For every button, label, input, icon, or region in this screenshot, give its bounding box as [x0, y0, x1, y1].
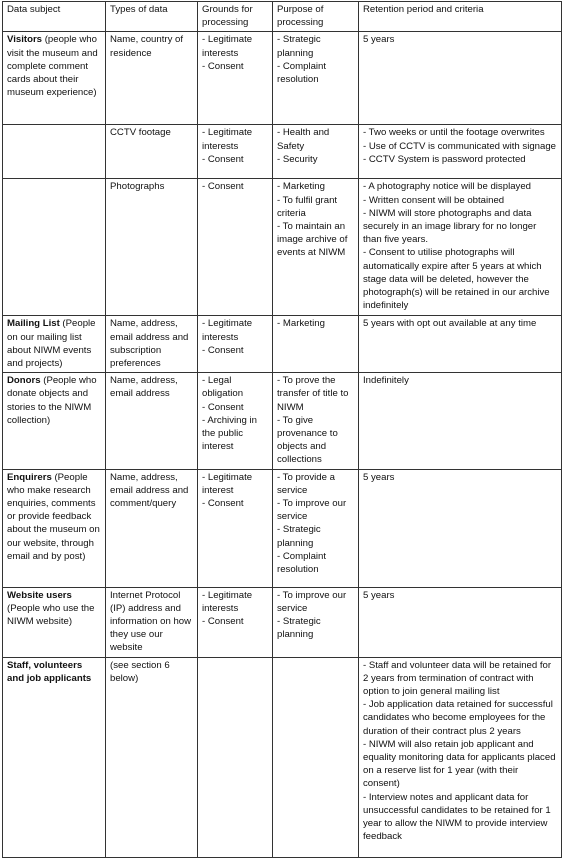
grounds-line: - Legitimate interests: [202, 589, 253, 614]
grounds-line: - Archiving in the public interest: [202, 414, 257, 453]
header-types-of-data: Types of data: [106, 2, 198, 32]
retention-line: - CCTV System is password protected: [363, 153, 526, 165]
subject-title: Visitors: [7, 34, 43, 46]
retention-line: 5 years: [363, 471, 395, 483]
purpose-line: - Security: [277, 153, 318, 165]
retention-line: - Job application data retained for successful candidates who become employees for the duration of their contract plus 2 years: [363, 699, 553, 737]
purpose-line: - Marketing: [277, 181, 325, 193]
table-row: [3, 373, 562, 469]
retention-line: 5 years with opt out available at any time: [363, 318, 537, 330]
cell-data-subject: [3, 373, 106, 469]
cell-data-subject: [3, 587, 106, 657]
subject-title: Mailing List: [7, 318, 60, 330]
cell-purpose: [273, 32, 359, 125]
grounds-line: - Consent: [202, 498, 244, 510]
retention-line: - Use of CCTV is communicated with signage: [363, 140, 557, 152]
purpose-line: - Complaint resolution: [277, 550, 327, 576]
cell-purpose: [273, 657, 359, 857]
retention-line: 5 years: [363, 589, 395, 601]
cell-data-subject: [3, 32, 106, 125]
cell-grounds: [198, 373, 273, 469]
cell-data-subject: [3, 657, 106, 857]
purpose-line: - Marketing: [277, 318, 325, 330]
cell-retention: [359, 125, 562, 179]
purpose-line: - To improve our service: [277, 498, 347, 523]
grounds-line: - Consent: [202, 344, 244, 356]
grounds-line: - Consent: [202, 401, 244, 413]
table-row: [3, 469, 562, 587]
purpose-line: - To improve our service: [277, 589, 347, 614]
subject-description: (people who visit the museum and complete comment cards about their museum experience): [7, 34, 98, 99]
grounds-line: - Consent: [202, 60, 244, 72]
cell-grounds: [198, 179, 273, 316]
subject-description: (People who donate objects and stories to the NIWM collection): [7, 375, 97, 426]
subject-title: Website users: [7, 589, 72, 601]
table-row: [3, 125, 562, 179]
header-grounds-for-processing: Grounds for processing: [198, 2, 273, 32]
cell-purpose: [273, 587, 359, 657]
grounds-line: - Legitimate interests: [202, 34, 253, 59]
cell-types-of-data: Name, address, email address and subscription preferences: [106, 316, 198, 373]
purpose-line: - Health and Safety: [277, 127, 330, 152]
cell-data-subject: [3, 179, 106, 316]
cell-purpose: [273, 125, 359, 179]
retention-line: - Two weeks or until the footage overwrites: [363, 127, 545, 139]
cell-grounds: [198, 587, 273, 657]
cell-grounds: [198, 469, 273, 587]
cell-grounds: [198, 125, 273, 179]
cell-types-of-data: CCTV footage: [106, 125, 198, 179]
subject-description: (People on our mailing list about NIWM events and projects): [7, 318, 96, 370]
cell-grounds: [198, 316, 273, 373]
table-row: [3, 316, 562, 373]
retention-line: - A photography notice will be displayed: [363, 181, 531, 193]
purpose-line: - Strategic planning: [277, 616, 321, 641]
cell-purpose: [273, 316, 359, 373]
cell-retention: [359, 657, 562, 857]
purpose-line: - Strategic planning: [277, 34, 321, 59]
cell-retention: [359, 316, 562, 373]
header-row: [3, 2, 562, 32]
subject-description: (People who use the NIWM website): [7, 602, 95, 628]
grounds-line: - Legitimate interests: [202, 318, 253, 343]
cell-retention: [359, 32, 562, 125]
retention-line: - Consent to utilise photographs will automatically expire after 5 years at which stage data will be deleted, however the photograph(s) will be retained in our archive indefinitely: [363, 247, 550, 312]
grounds-line: - Legitimate interest: [202, 471, 253, 496]
grounds-line: - Consent: [202, 616, 244, 628]
purpose-line: - To provide a service: [277, 471, 335, 496]
retention-line: - Staff and volunteer data will be retained for 2 years from termination of contract with option to join general mailing list: [363, 659, 552, 698]
header-data-subject: Data subject: [3, 2, 106, 32]
subject-title: Staff, volunteers and job applicants: [7, 659, 92, 684]
table-row: [3, 657, 562, 857]
cell-purpose: [273, 469, 359, 587]
cell-retention: [359, 179, 562, 316]
table-row: [3, 179, 562, 316]
purpose-line: - To prove the transfer of title to NIWM: [277, 375, 349, 413]
purpose-line: - To maintain an image archive of events at NIWM: [277, 221, 348, 259]
cell-data-subject: [3, 125, 106, 179]
purpose-line: - To fulfil grant criteria: [277, 194, 338, 219]
cell-types-of-data: Photographs: [106, 179, 198, 316]
cell-grounds: [198, 32, 273, 125]
cell-retention: [359, 469, 562, 587]
header-retention-period: Retention period and criteria: [359, 2, 562, 32]
cell-data-subject: [3, 469, 106, 587]
retention-line: - NIWM will store photographs and data securely in an image library for no longer than five years.: [363, 207, 537, 246]
grounds-line: - Consent: [202, 153, 244, 165]
retention-line: Indefinitely: [363, 375, 409, 387]
purpose-line: - Strategic planning: [277, 524, 321, 549]
header-purpose-of-processing: Purpose of processing: [273, 2, 359, 32]
retention-table: [2, 1, 562, 858]
cell-types-of-data: Name, address, email address: [106, 373, 198, 469]
cell-data-subject: [3, 316, 106, 373]
table-row: [3, 32, 562, 125]
cell-purpose: [273, 179, 359, 316]
cell-grounds: [198, 657, 273, 857]
cell-types-of-data: Internet Protocol (IP) address and information on how they use our website: [106, 587, 198, 657]
cell-types-of-data: Name, address, email address and comment/query: [106, 469, 198, 587]
purpose-line: - Complaint resolution: [277, 60, 327, 86]
retention-line: - NIWM will also retain job applicant and equality monitoring data for applicants placed on a reserve list for 1 year (with their consent): [363, 738, 556, 790]
table-row: [3, 587, 562, 657]
retention-line: - Written consent will be obtained: [363, 194, 505, 206]
cell-purpose: [273, 373, 359, 469]
grounds-line: - Legal obligation: [202, 375, 244, 400]
subject-description: (People who make research enquiries, comments or provide feedback about the museum on our website, through email and by post): [7, 471, 100, 562]
cell-types-of-data: Name, country of residence: [106, 32, 198, 125]
subject-title: Enquirers: [7, 471, 52, 483]
cell-retention: [359, 373, 562, 469]
cell-retention: [359, 587, 562, 657]
grounds-line: - Legitimate interests: [202, 127, 253, 152]
retention-line: - Interview notes and applicant data for unsuccessful candidates to be retained for 1 year to allow the NIWM to provide interview feedback: [363, 791, 551, 843]
retention-line: 5 years: [363, 34, 395, 46]
purpose-line: - To give provenance to objects and collections: [277, 414, 338, 466]
cell-types-of-data: (see section 6 below): [106, 657, 198, 857]
subject-title: Donors: [7, 375, 41, 387]
grounds-line: - Consent: [202, 181, 244, 193]
